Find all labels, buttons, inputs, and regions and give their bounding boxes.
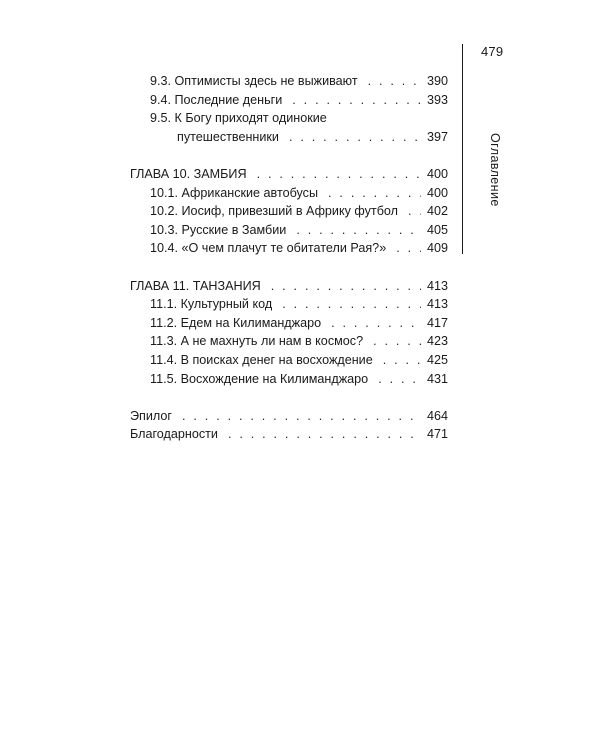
running-head-rule [462,44,463,254]
dot-leader [271,277,421,296]
toc-entry [130,91,448,110]
toc-entry [130,72,448,91]
toc-entry-page: 390 [426,74,448,88]
dot-leader [408,202,421,221]
dot-leader [182,407,421,426]
dot-leader [289,128,421,147]
toc-entry [130,184,448,203]
dot-leader [331,314,421,333]
toc-entry [130,351,448,370]
toc-entry-title: 9.4. Последние деньги [150,92,283,107]
toc-chapter-page: 413 [426,278,448,293]
toc-entry-page: 409 [426,241,448,256]
toc-entry [130,370,448,389]
toc-entry-page: 405 [426,222,448,237]
toc-entry-continuation [130,128,448,147]
toc-entry-title: 10.4. «О чем плачут те обитатели Рая?» [150,241,387,256]
dot-leader [396,239,421,258]
section-gap [130,388,448,407]
toc-entry [130,425,448,444]
toc-entry-title: 11.3. А не махнуть ли нам в космос? [150,334,364,349]
toc-entry-title: Благодарности [130,427,218,442]
dot-leader [257,165,421,184]
toc-entry-title: 10.1. Африканские автобусы [150,185,319,200]
toc-entry [130,221,448,240]
toc-entry-page: 397 [426,129,448,144]
page-number: 479 [481,44,504,59]
toc-entry-page: 402 [426,204,448,219]
toc-entry-page: 393 [426,92,448,107]
toc-entry-title: Эпилог [130,408,172,423]
toc-entry-title: 9.3. Оптимисты здесь не выживают [150,74,358,88]
toc-chapter-title: ГЛАВА 11. ТАНЗАНИЯ [130,278,261,293]
toc-entry [130,295,448,314]
toc-entry-page: 431 [426,371,448,386]
dot-leader [328,184,421,203]
toc-entry-page: 417 [426,315,448,330]
toc-entry-page: 400 [426,185,448,200]
toc-chapter-page: 400 [426,166,448,181]
toc-chapter-title: ГЛАВА 10. ЗАМБИЯ [130,166,247,181]
toc-entry [130,239,448,258]
toc-entry-title: 11.4. В поисках денег на восхождение [150,352,373,367]
running-head: Оглавление [488,133,502,207]
toc-chapter [130,277,448,296]
toc-entry [130,202,448,221]
section-gap [130,146,448,165]
dot-leader [296,221,421,240]
section-gap [130,258,448,277]
toc-entry-title-line2: путешественники [177,129,279,144]
toc-entry-page: 464 [426,408,448,423]
dot-leader [383,351,421,370]
dot-leader [282,295,421,314]
toc-entry-title: 11.1. Культурный код [150,297,273,312]
toc-entry-page: 471 [426,427,448,442]
dot-leader [368,72,421,91]
dot-leader [228,425,421,444]
toc-entry [130,109,448,128]
toc-entry [130,314,448,333]
table-of-contents [130,72,448,444]
toc-entry-title: 10.2. Иосиф, привезший в Африку футбол [150,204,398,219]
toc-entry [130,332,448,351]
toc-entry-title: 11.2. Едем на Килиманджаро [150,315,322,330]
toc-chapter [130,165,448,184]
toc-entry-page: 423 [426,334,448,349]
toc-entry-title-line1: 9.5. К Богу приходят одинокие [150,111,327,126]
dot-leader [373,332,421,351]
toc-entry-title: 10.3. Русские в Замбии [150,222,287,237]
toc-entry-page: 425 [426,352,448,367]
toc-entry-page: 413 [426,297,448,312]
dot-leader [378,370,421,389]
toc-entry [130,407,448,426]
dot-leader [292,91,421,110]
toc-entry-title: 11.5. Восхождение на Килиманджаро [150,371,369,386]
